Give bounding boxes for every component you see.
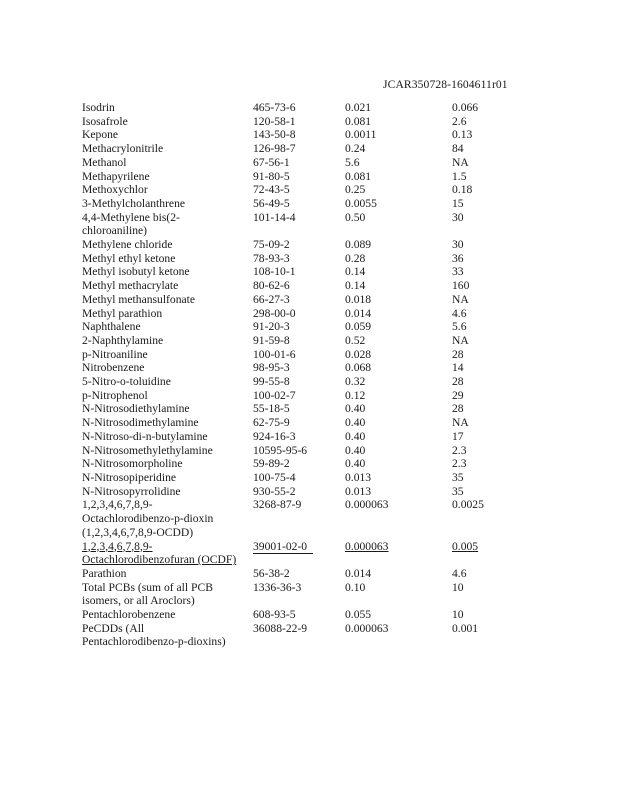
constituent-name: 1,2,3,4,6,7,8,9-Octachlorodibenzo-p-dioxin (1,2,3,4,6,7,8,9-OCDD) (82, 498, 214, 539)
constituent-name: N-Nitrosodiethylamine (82, 402, 190, 416)
wastewater-limit: 0.055 (345, 608, 372, 622)
wastewater-limit: 0.10 (345, 580, 366, 594)
constituent-name: N-Nitrosomorpholine (82, 457, 183, 471)
table-row (82, 622, 512, 649)
constituent-name: Methacrylonitrile (82, 142, 164, 156)
wastewater-limit: 0.12 (345, 388, 366, 402)
cas-number: 91-80-5 (253, 169, 290, 183)
cas-number: 930-55-2 (253, 484, 296, 498)
nonwastewater-limit: 0.0025 (452, 498, 484, 512)
wastewater-limit: 0.0055 (345, 196, 377, 210)
cas-number: 3268-87-9 (253, 498, 302, 512)
cas-number: 91-20-3 (253, 320, 290, 334)
nonwastewater-limit: 36 (452, 251, 464, 265)
constituent-name: Pentachlorobenzene (82, 608, 176, 622)
nonwastewater-limit: 33 (452, 265, 464, 279)
nonwastewater-limit: 28 (452, 375, 464, 389)
table-row (82, 608, 512, 622)
nonwastewater-limit: 30 (452, 238, 464, 252)
wastewater-limit: 0.14 (345, 265, 366, 279)
cas-number: 36088-22-9 (253, 621, 308, 635)
nonwastewater-limit: 35 (452, 484, 464, 498)
cas-number: 120-58-1 (253, 114, 296, 128)
constituent-name: Isodrin (82, 101, 115, 114)
nonwastewater-limit: NA (452, 333, 469, 347)
wastewater-limit: 0.14 (345, 279, 366, 293)
table-row (82, 265, 512, 279)
table-row (82, 115, 512, 129)
nonwastewater-limit: 0.13 (452, 128, 473, 142)
table-row (82, 361, 512, 375)
cas-number: 91-59-8 (253, 333, 290, 347)
constituent-name: 5-Nitro-o-toluidine (82, 375, 171, 389)
cas-number: 39001-02-0 (253, 540, 345, 567)
cas-number: 101-14-4 (253, 210, 296, 224)
nonwastewater-limit: 17 (452, 429, 464, 443)
nonwastewater-limit: 5.6 (452, 320, 467, 334)
nonwastewater-limit: 15 (452, 196, 464, 210)
wastewater-limit: 0.018 (345, 292, 372, 306)
cas-number: 10595-95-6 (253, 443, 308, 457)
constituent-name: Parathion (82, 566, 127, 580)
wastewater-limit: 0.25 (345, 183, 366, 197)
nonwastewater-limit: NA (452, 292, 469, 306)
nonwastewater-limit: NA (452, 416, 469, 430)
table-row (82, 416, 512, 430)
wastewater-limit: 0.32 (345, 375, 366, 389)
nonwastewater-limit: 2.6 (452, 114, 467, 128)
cas-number: 99-55-8 (253, 375, 290, 389)
table-row (82, 307, 512, 321)
cas-number: 66-27-3 (253, 292, 290, 306)
cas-number: 100-75-4 (253, 470, 296, 484)
table-row (82, 444, 512, 458)
cas-number: 80-62-6 (253, 279, 290, 293)
constituent-name: Methyl methacrylate (82, 279, 179, 293)
table-row (82, 498, 512, 539)
cas-number: 1336-36-3 (253, 580, 302, 594)
table-row (82, 170, 512, 184)
table-row (82, 334, 512, 348)
nonwastewater-limit: 4.6 (452, 566, 467, 580)
cas-number: 143-50-8 (253, 128, 296, 142)
cas-number: 100-01-6 (253, 347, 296, 361)
cas-number: 465-73-6 (253, 101, 296, 114)
constituent-name: Methylene chloride (82, 238, 173, 252)
constituent-name: Methyl isobutyl ketone (82, 265, 190, 279)
constituent-name: Naphthalene (82, 320, 141, 334)
table-row (82, 197, 512, 211)
nonwastewater-limit: 0.001 (452, 621, 479, 635)
constituent-name: 1,2,3,4,6,7,8,9-Octachlorodibenzofuran (OCDF) (82, 539, 237, 567)
wastewater-limit: 0.28 (345, 251, 366, 265)
table-row (82, 279, 512, 293)
nonwastewater-limit: 1.5 (452, 169, 467, 183)
wastewater-limit: 0.014 (345, 566, 372, 580)
cas-number: 72-43-5 (253, 183, 290, 197)
nonwastewater-limit: 2.3 (452, 443, 467, 457)
constituent-name: Nitrobenzene (82, 361, 145, 375)
wastewater-limit: 0.000063 (345, 498, 389, 512)
cas-number: 108-10-1 (253, 265, 296, 279)
table-row (82, 540, 512, 567)
wastewater-limit: 0.068 (345, 361, 372, 375)
table-row (82, 211, 512, 238)
cas-number: 75-09-2 (253, 238, 290, 252)
nonwastewater-limit: 0.005 (452, 539, 479, 553)
cas-number: 98-95-3 (253, 361, 290, 375)
table-row (82, 252, 512, 266)
table-row (82, 581, 512, 608)
nonwastewater-limit: 14 (452, 361, 464, 375)
nonwastewater-limit: 4.6 (452, 306, 467, 320)
table-row (82, 402, 512, 416)
cas-number: 608-93-5 (253, 608, 296, 622)
nonwastewater-limit: 2.3 (452, 457, 467, 471)
table-row (82, 457, 512, 471)
wastewater-limit: 0.059 (345, 320, 372, 334)
nonwastewater-limit: 10 (452, 608, 464, 622)
constituent-name: Isosafrole (82, 114, 128, 128)
wastewater-limit: 0.014 (345, 306, 372, 320)
wastewater-limit: 0.013 (345, 484, 372, 498)
constituent-name: Total PCBs (sum of all PCB isomers, or all Aroclors) (82, 580, 213, 608)
constituent-name: p-Nitrophenol (82, 388, 148, 402)
table-row (82, 320, 512, 334)
nonwastewater-limit: 0.18 (452, 183, 473, 197)
nonwastewater-limit: 10 (452, 580, 464, 594)
constituent-name: PeCDDs (All Pentachlorodibenzo-p-dioxins) (82, 621, 226, 649)
nonwastewater-limit: 0.066 (452, 101, 479, 114)
wastewater-limit: 0.013 (345, 470, 372, 484)
wastewater-limit: 0.0011 (345, 128, 377, 142)
wastewater-limit: 0.021 (345, 101, 372, 114)
nonwastewater-limit: 28 (452, 347, 464, 361)
table-row (82, 348, 512, 362)
table-row (82, 471, 512, 485)
nonwastewater-limit: NA (452, 155, 469, 169)
constituent-name: N-Nitrosomethylethylamine (82, 443, 213, 457)
cas-number: 56-38-2 (253, 566, 290, 580)
table-row (82, 567, 512, 581)
cas-number: 126-98-7 (253, 142, 296, 156)
wastewater-limit: 0.000063 (345, 621, 389, 635)
wastewater-limit: 0.081 (345, 169, 372, 183)
constituent-name: 2-Naphthylamine (82, 333, 164, 347)
wastewater-limit: 0.52 (345, 333, 366, 347)
wastewater-limit: 0.40 (345, 416, 366, 430)
nonwastewater-limit: 29 (452, 388, 464, 402)
wastewater-limit: 0.40 (345, 443, 366, 457)
constituent-name: 4,4-Methylene bis(2-chloroaniline) (82, 210, 180, 238)
cas-number: 298-00-0 (253, 306, 296, 320)
cas-number: 78-93-3 (253, 251, 290, 265)
table-row (82, 156, 512, 170)
wastewater-limit: 5.6 (345, 155, 360, 169)
table-row (82, 293, 512, 307)
nonwastewater-limit: 28 (452, 402, 464, 416)
table-row (82, 375, 512, 389)
table-row (82, 238, 512, 252)
constituent-name: Methyl ethyl ketone (82, 251, 176, 265)
wastewater-limit: 0.24 (345, 142, 366, 156)
cas-number: 67-56-1 (253, 155, 290, 169)
wastewater-limit: 0.50 (345, 210, 366, 224)
wastewater-limit: 0.40 (345, 429, 366, 443)
constituent-name: N-Nitrosodimethylamine (82, 416, 199, 430)
constituent-name: N-Nitrosopyrrolidine (82, 484, 181, 498)
constituent-name: Kepone (82, 128, 119, 142)
cas-number: 62-75-9 (253, 416, 290, 430)
nonwastewater-limit: 84 (452, 142, 464, 156)
constituent-name: Methoxychlor (82, 183, 148, 197)
table-row (82, 485, 512, 499)
table-row (82, 128, 512, 142)
cas-number: 56-49-5 (253, 196, 290, 210)
constituent-table (82, 101, 512, 649)
table-row (82, 142, 512, 156)
cas-number: 100-02-7 (253, 388, 296, 402)
constituent-name: p-Nitroaniline (82, 347, 148, 361)
wastewater-limit: 0.081 (345, 114, 372, 128)
wastewater-limit: 0.40 (345, 402, 366, 416)
constituent-name: 3-Methylcholanthrene (82, 196, 186, 210)
table-row (82, 101, 512, 115)
wastewater-limit: 0.089 (345, 238, 372, 252)
cas-number: 924-16-3 (253, 429, 296, 443)
wastewater-limit: 0.40 (345, 457, 366, 471)
nonwastewater-limit: 35 (452, 470, 464, 484)
constituent-name: Methapyrilene (82, 169, 150, 183)
wastewater-limit: 0.000063 (345, 539, 389, 553)
constituent-name: Methyl parathion (82, 306, 163, 320)
wastewater-limit: 0.028 (345, 347, 372, 361)
table-row (82, 183, 512, 197)
constituent-name: Methyl methansulfonate (82, 292, 196, 306)
table-row (82, 389, 512, 403)
nonwastewater-limit: 160 (452, 279, 470, 293)
cas-number: 55-18-5 (253, 402, 290, 416)
table-row (82, 430, 512, 444)
constituent-name: N-Nitrosopiperidine (82, 470, 177, 484)
constituent-name: Methanol (82, 155, 127, 169)
constituent-name: N-Nitroso-di-n-butylamine (82, 429, 208, 443)
cas-number: 59-89-2 (253, 457, 290, 471)
document-id: JCAR350728-1604611r01 (383, 78, 508, 91)
nonwastewater-limit: 30 (452, 210, 464, 224)
